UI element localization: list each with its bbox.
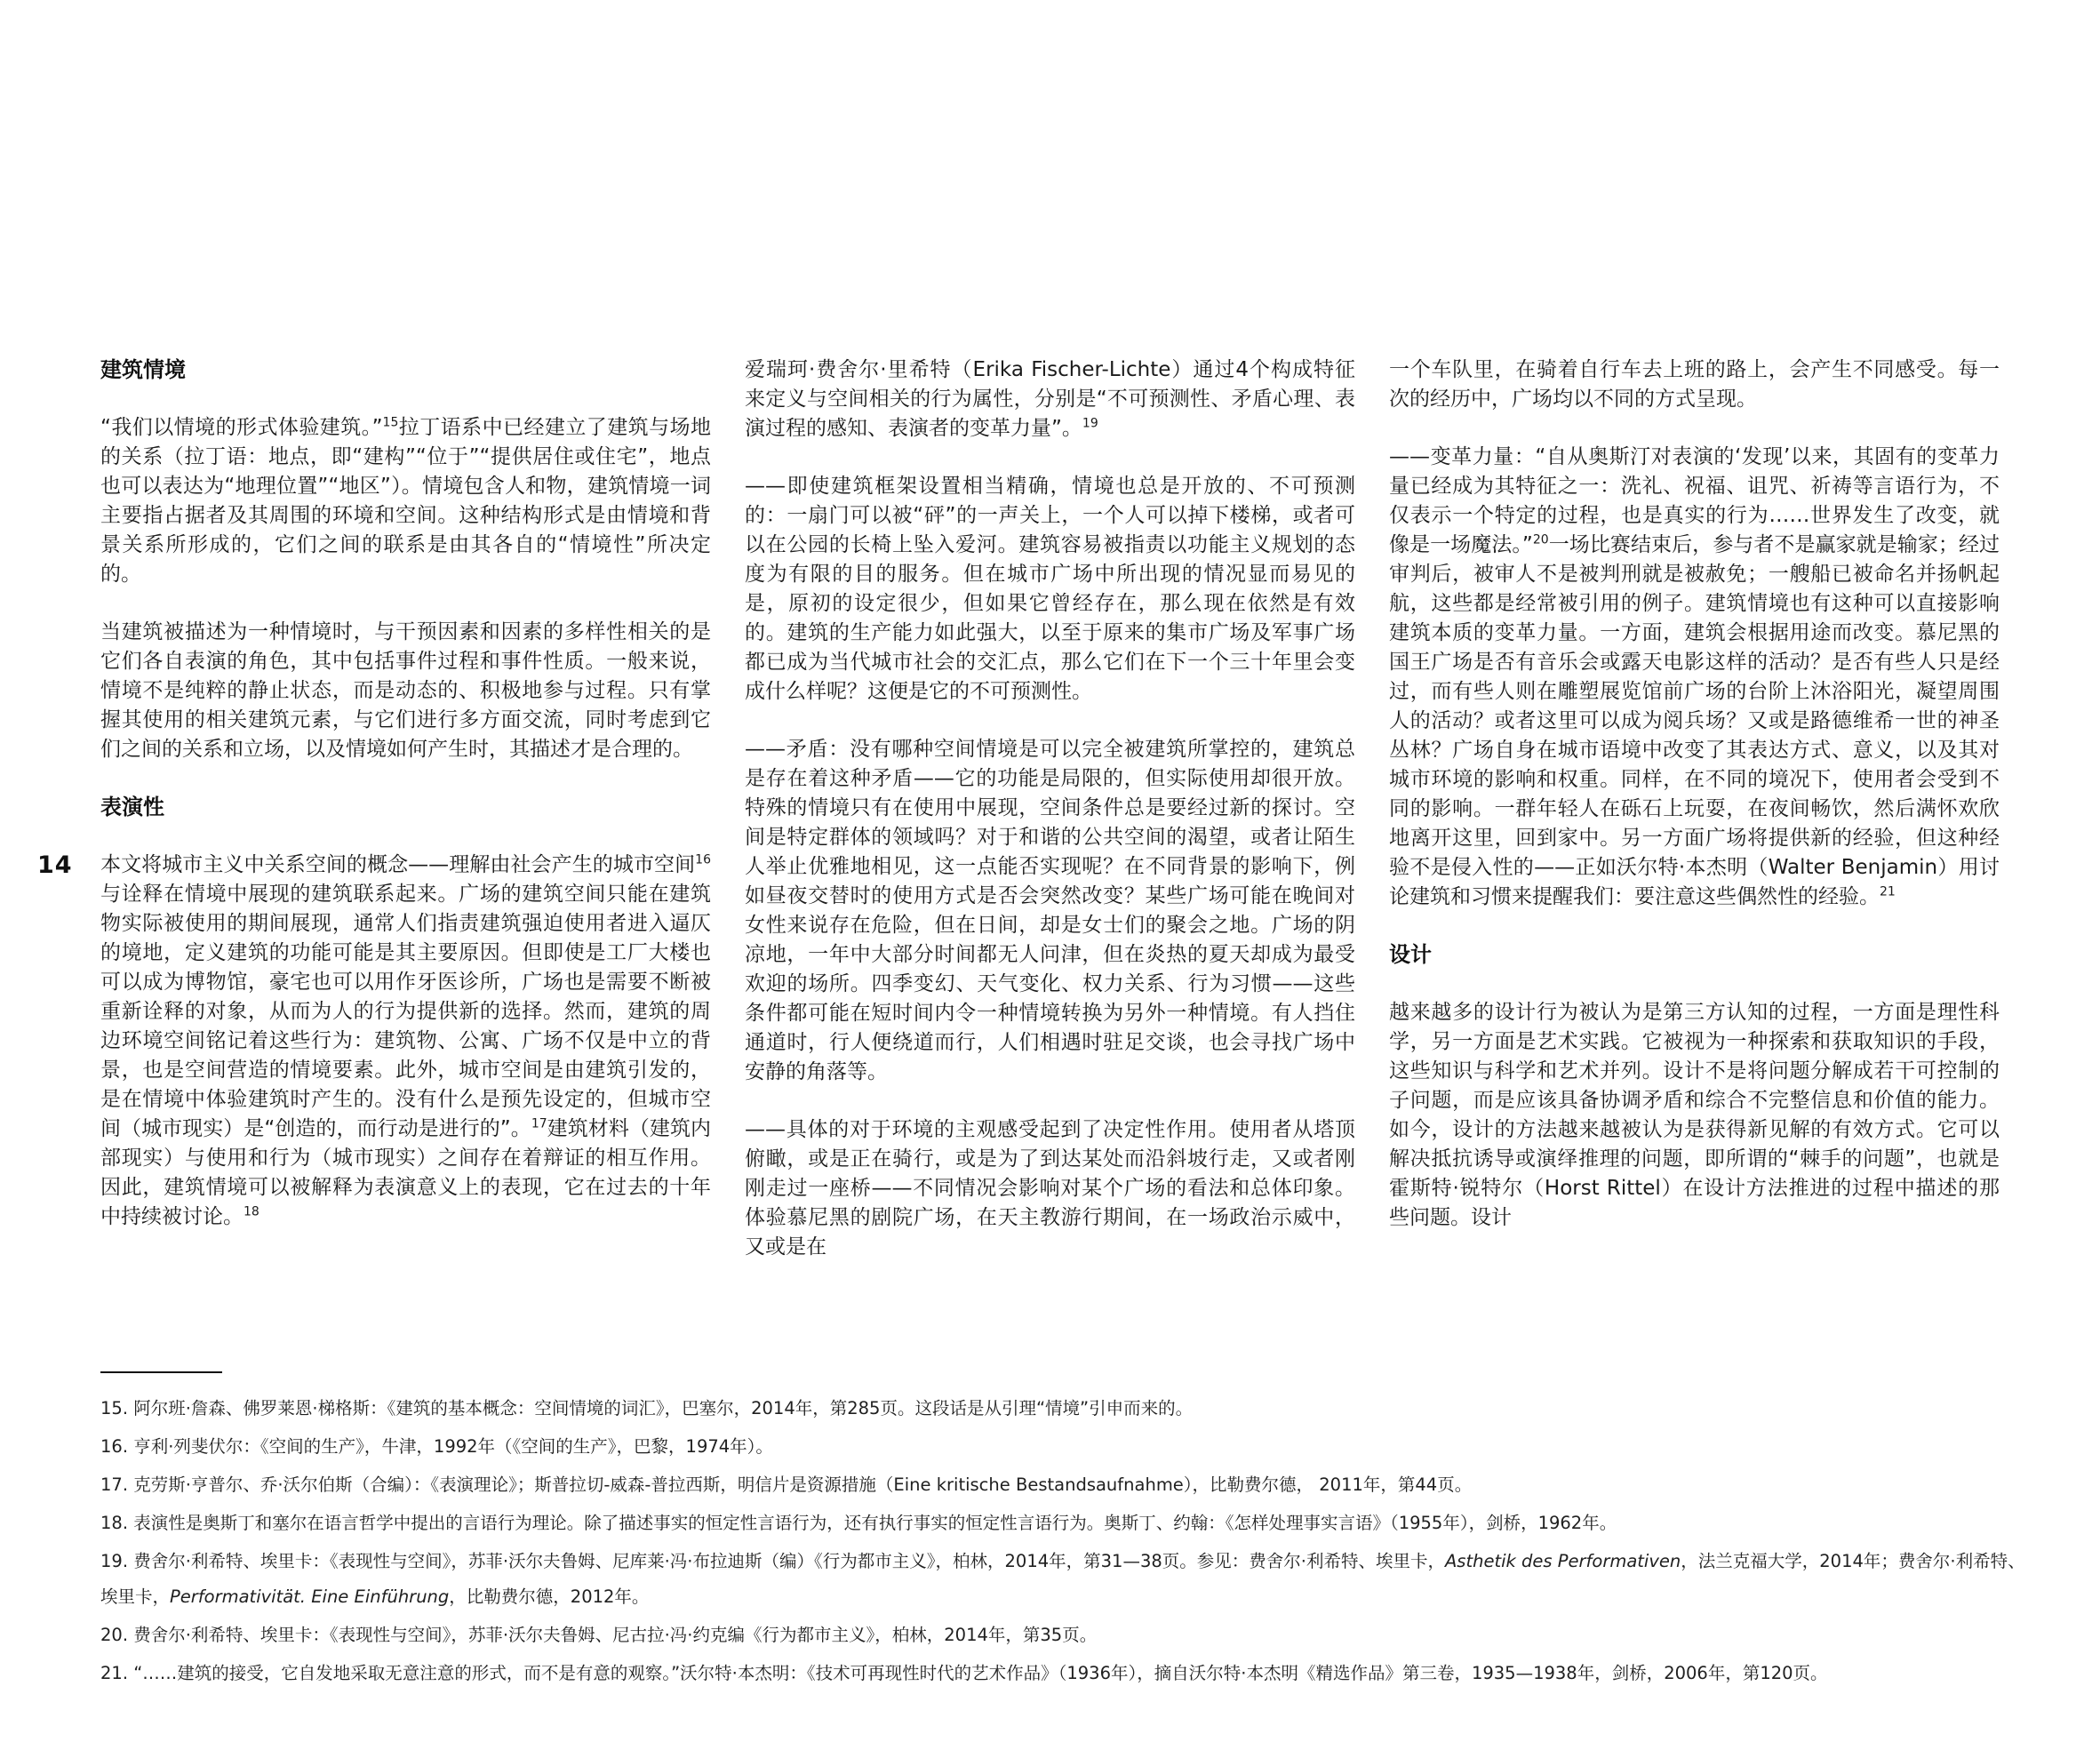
section-heading-architectural-situation: 建筑情境 bbox=[100, 357, 186, 382]
footnote-item: 16. 亨利·列斐伏尔：《空间的生产》，牛津，1992年（《空间的生产》，巴黎，1974年）。 bbox=[100, 1436, 773, 1457]
footnote-item: 19. 费舍尔·利希特、埃里卡：《表现性与空间》，苏菲·沃尔夫鲁姆、尼库莱·冯·布拉迪斯（编）《行为都市主义》，柏林，2014年，第31—38页。参见：费舍尔·利希特、埃里卡，Asthetik des Performativen，法兰克福大学，2014年；费舍尔·利希特、埃里卡，Performativität. Eine Einführung，比勒费尔德，2012年。 bbox=[100, 1551, 2025, 1607]
footnote-item: 18. 表演性是奥斯丁和塞尔在语言哲学中提出的言语行为理论。除了描述事实的恒定性言语行为，还有执行事实的恒定性言语行为。奥斯丁、约翰：《怎样处理事实言语》（1955年），剑桥，1962年。 bbox=[100, 1513, 1617, 1533]
footnote-divider bbox=[100, 1371, 222, 1373]
footnotes-section bbox=[100, 1371, 2029, 1694]
body-paragraph: 一个车队里，在骑着自行车去上班的路上，会产生不同感受。每一次的经历中，广场均以不同的方式呈现。 bbox=[1389, 358, 2000, 411]
body-paragraph: 爱瑞珂·费舍尔·里希特（Erika Fischer-Lichte）通过4个构成特征来定义与空间相关的行为属性，分别是“不可预测性、矛盾心理、表演过程的感知、表演者的变革力量”。$^{19}$ bbox=[745, 358, 1355, 440]
body-paragraph: ——具体的对于环境的主观感受起到了决定性作用。使用者从塔顶俯瞰，或是正在骑行，或是为了到达某处而沿斜坡行走，又或者刚刚走过一座桥——不同情况会影响对某个广场的看法和总体印象。体验慕尼黑的剧院广场，在天主教游行期间，在一场政治示威中，又或是在 bbox=[745, 1118, 1355, 1259]
body-paragraph: ——即使建筑框架设置相当精确，情境也总是开放的、不可预测的：一扇门可以被“砰”的一声关上，一个人可以掉下楼梯，或者可以在公园的长椅上坠入爱河。建筑容易被指责以功能主义规划的态度为有限的目的服务。但在城市广场中所出现的情况显而易见的是，原初的设定很少，但如果它曾经存在，那么现在依然是有效的。建筑的生产能力如此强大，以至于原来的集市广场及军事广场都已成为当代城市社会的交汇点，那么它们在下一个三十年里会变成什么样呢？这便是它的不可预测性。 bbox=[745, 475, 1355, 703]
footnote-item: 20. 费舍尔·利希特、埃里卡：《表现性与空间》，苏菲·沃尔夫鲁姆、尼古拉·冯·约克编《行为都市主义》，柏林，2014年，第35页。 bbox=[100, 1625, 1098, 1645]
footnote-item: 17. 克劳斯·亨普尔、乔·沃尔伯斯（合编）：《表演理论》；斯普拉切-威森-普拉西斯，明信片是资源措施（Eine kritische Bestandsaufnahme），比勒费尔德， 2011年，第44页。 bbox=[100, 1474, 1473, 1495]
article-column-1 bbox=[100, 356, 711, 1262]
section-heading-performativity: 表演性 bbox=[100, 795, 164, 819]
article-column-2 bbox=[745, 356, 1355, 1262]
page-number: 14 bbox=[37, 851, 73, 879]
article-column-3 bbox=[1389, 356, 2000, 1262]
body-paragraph: 当建筑被描述为一种情境时，与干预因素和因素的多样性相关的是它们各自表演的角色，其中包括事件过程和事件性质。一般来说，情境不是纯粹的静止状态，而是动态的、积极地参与过程。只有掌握其使用的相关建筑元素，与它们进行多方面交流，同时考虑到它们之间的关系和立场，以及情境如何产生时，其描述才是合理的。 bbox=[100, 620, 711, 761]
body-paragraph: 本文将城市主义中关系空间的概念——理解由社会产生的城市空间$^{16}$与诠释在情境中展现的建筑联系起来。广场的建筑空间只能在建筑物实际被使用的期间展现，通常人们指责建筑强迫使用者进入逼仄的境地，定义建筑的功能可能是其主要原因。但即使是工厂大楼也可以成为博物馆，豪宅也可以用作牙医诊所，广场也是需要不断被重新诠释的对象，从而为人的行为提供新的选择。然而，建筑的周边环境空间铭记着这些行为：建筑物、公寓、广场不仅是中立的背景，也是空间营造的情境要素。此外，城市空间是由建筑引发的，是在情境中体验建筑时产生的。没有什么是预先设定的，但城市空间（城市现实）是“创造的，而行动是进行的”。$^{17}$建筑材料（建筑内部现实）与使用和行为（城市现实）之间存在着辩证的相互作用。因此，建筑情境可以被解释为表演意义上的表现，它在过去的十年中持续被讨论。$^{18}$ bbox=[100, 852, 711, 1228]
footnote-item: 21. “……建筑的接受，它自发地采取无意注意的形式，而不是有意的观察。”沃尔特·本杰明：《技术可再现性时代的艺术作品》（1936年），摘自沃尔特·本杰明《精选作品》第三卷，1935—1938年，剑桥，2006年，第120页。 bbox=[100, 1663, 1828, 1683]
body-paragraph: ——矛盾：没有哪种空间情境是可以完全被建筑所掌控的，建筑总是存在着这种矛盾——它的功能是局限的，但实际使用却很开放。特殊的情境只有在使用中展现，空间条件总是要经过新的探讨。空间是特定群体的领域吗？对于和谐的公共空间的渴望，或者让陌生人举止优雅地相见，这一点能否实现呢？在不同背景的影响下，例如昼夜交替时的使用方式是否会突然改变？某些广场可能在晚间对女性来说存在危险，但在日间，却是女士们的聚会之地。广场的阴凉地，一年中大部分时间都无人问津，但在炎热的夏天却成为最受欢迎的场所。四季变幻、天气变化、权力关系、行为习惯——这些条件都可能在短时间内令一种情境转换为另外一种情境。有人挡住通道时，行人便绕道而行，人们相遇时驻足交谈，也会寻找广场中安静的角落等。 bbox=[745, 738, 1355, 1083]
footnote-item: 15. 阿尔班·詹森、佛罗莱恩·梯格斯：《建筑的基本概念：空间情境的词汇》，巴塞尔，2014年，第285页。这段话是从引理“情境”引申而来的。 bbox=[100, 1398, 1194, 1418]
section-heading-design: 设计 bbox=[1389, 942, 1432, 967]
body-paragraph: ——变革力量：“自从奥斯汀对表演的‘发现’以来，其固有的变革力量已经成为其特征之一：洗礼、祝福、诅咒、祈祷等言语行为，不仅表示一个特定的过程，也是真实的行为……世界发生了改变，就像是一场魔法。”$^{20}$一场比赛结束后，参与者不是赢家就是输家；经过审判后，被审人不是被判刑就是被赦免；一艘船已被命名并扬帆起航，这些都是经常被引用的例子。建筑情境也有这种可以直接影响建筑本质的变革力量。一方面，建筑会根据用途而改变。慕尼黑的国王广场是否有音乐会或露天电影这样的活动？是否有些人只是经过，而有些人则在雕塑展览馆前广场的台阶上沐浴阳光，凝望周围人的活动？或者这里可以成为阅兵场？又或是路德维希一世的神圣丛林？广场自身在城市语境中改变了其表达方式、意义，以及其对城市环境的影响和权重。同样，在不同的境况下，使用者会受到不同的影响。一群年轻人在砾石上玩耍，在夜间畅饮，然后满怀欢欣地离开这里，回到家中。另一方面广场将提供新的经验，但这种经验不是侵入性的——正如沃尔特·本杰明（Walter Benjamin）用讨论建筑和习惯来提醒我们：要注意这些偶然性的经验。$^{21}$ bbox=[1389, 445, 2000, 908]
article-columns bbox=[100, 356, 2000, 1262]
body-paragraph: “我们以情境的形式体验建筑。”$^{15}$拉丁语系中已经建立了建筑与场地的关系（拉丁语：地点，即“建构”“位于”“提供居住或住宅”，地点也可以表达为“地理位置”“地区”）。情境包含人和物，建筑情境一词主要指占据者及其周围的环境和空间。这种结构形式是由情境和背景关系所形成的，它们之间的联系是由其各自的“情境性”所决定的。 bbox=[100, 415, 711, 586]
body-paragraph: 越来越多的设计行为被认为是第三方认知的过程，一方面是理性科学，另一方面是艺术实践。它被视为一种探索和获取知识的手段，这些知识与科学和艺术并列。设计不是将问题分解成若干可控制的子问题，而是应该具备协调矛盾和综合不完整信息和价值的能力。如今，设计的方法越来越被认为是获得新见解的有效方式。它可以解决抵抗诱导或演绎推理的问题，即所谓的“棘手的问题”，也就是霍斯特·锐特尔（Horst Rittel）在设计方法推进的过程中描述的那些问题。设计 bbox=[1389, 1001, 2000, 1229]
